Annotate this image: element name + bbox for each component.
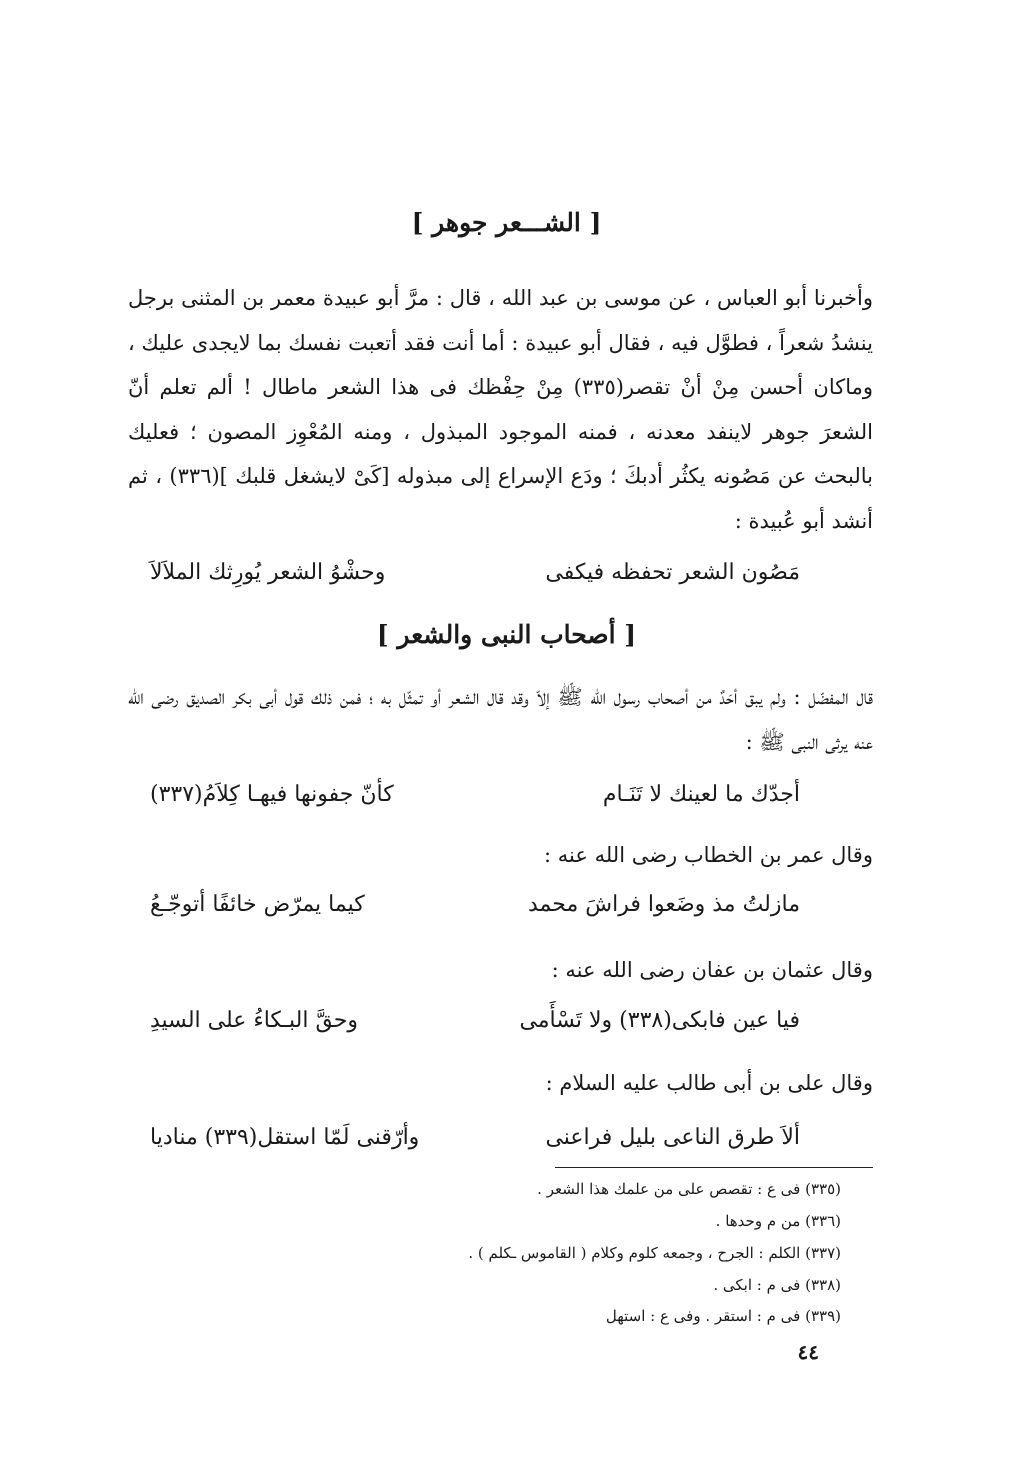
verse-hemistich-second: وحقَّ البـكاءُ على السيدِ: [150, 1008, 359, 1033]
verse-hemistich-first: مازلتُ مذ وضَعوا فراشَ محمد: [528, 892, 800, 917]
verse-2: [150, 782, 800, 822]
verse-hemistich-second: كأنّ جفونها فيهـا كِلاَمُ(٣٣٧): [150, 782, 394, 807]
verse-hemistich-second: وأرّقنى لَمّا استقل(٣٣٩) مناديا: [150, 1125, 420, 1150]
section-heading-companions-poetry: [ أصحاب النبى والشعر ]: [376, 620, 637, 649]
verse-hemistich-first: ألاَ طرق الناعى بليل فراعنى: [545, 1125, 800, 1150]
footnote-divider: [555, 1167, 873, 1168]
verse-1: [150, 560, 800, 600]
paragraph-abu-ubaida: وأخبرنا أبو العباس ، عن موسى بن عبد الله ، قال : مرَّ أبو عبيدة معمر بن المثنى برجل ينشدُ شعراً ، فطوَّل فيه ، فقال أبو عبيدة : أما أنت فقد أتعبت نفسك بما لايجدى عليك ، وماكان أحسن مِنْ أنْ تقصر(٣٣٥) مِنْ حِفْظك فى هذا الشعر ماطال ! ألم تعلم أنّ الشعرَ جوهر لاينفد معدنه ، فمنه الموجود المبذول ، ومنه المُعْوِز المصون ؛ فعليك بالبحث عن مَصُونه يكثُر أدبكَ ؛ ودَع الإسراع إلى مبذوله [كَىْ لايشغل قلبك ](٣٣٦) ، ثم أنشد أبو عُبيدة :: [128, 286, 873, 533]
verse-hemistich-first: أجدّك ما لعينك لا تَنَـام: [602, 782, 800, 807]
verse-5: [150, 1125, 800, 1165]
verse-4: [150, 1008, 800, 1048]
verse-hemistich-first: مَصُون الشعر تحفظه فيكفى: [545, 560, 800, 585]
section-heading-poetry-gem: [ الشـــعر جوهر ]: [411, 208, 602, 237]
verse-hemistich-second: وحشْوُ الشعر يُورِثك الملاَلاَ: [150, 560, 386, 585]
footnote-335: (٣٣٥) فى ع : تقصص على من علمك هذا الشعر .: [537, 1180, 841, 1198]
intro-ali: وقال على بن أبى طالب عليه السلام :: [545, 1071, 873, 1095]
verse-hemistich-first: فيا عين فابكى(٣٣٨) ولا تَسْأَمى: [519, 1008, 800, 1033]
footnote-336: (٣٣٦) من م وحدها .: [715, 1212, 841, 1230]
verse-hemistich-second: كيما يمرّض خائفًا أتوجّـعُ: [150, 892, 365, 917]
paragraph-mufaddal: قال المفضّل : ولم يبق أحَدٌ من أصحاب رسول الله ﷺ إلاّ وقد قال الشعر أو تمثّل به ؛ فمن ذلك قول أبى بكر الصديق رضى الله عنه يرثى النبى ﷺ :: [128, 685, 873, 754]
footnote-338: (٣٣٨) فى م : ابكى .: [713, 1276, 841, 1294]
footnote-339: (٣٣٩) فى م : استقر . وفى ع : استهل: [605, 1307, 841, 1325]
page-number: ٤٤: [797, 1340, 819, 1364]
intro-uthman: وقال عثمان بن عفان رضى الله عنه :: [551, 958, 873, 982]
intro-umar: وقال عمر بن الخطاب رضى الله عنه :: [544, 843, 873, 867]
verse-3: [150, 892, 800, 932]
footnote-337: (٣٣٧) الكلم : الجرح ، وجمعه كلوم وكلام ( القاموس ـكلم ) .: [468, 1244, 841, 1262]
